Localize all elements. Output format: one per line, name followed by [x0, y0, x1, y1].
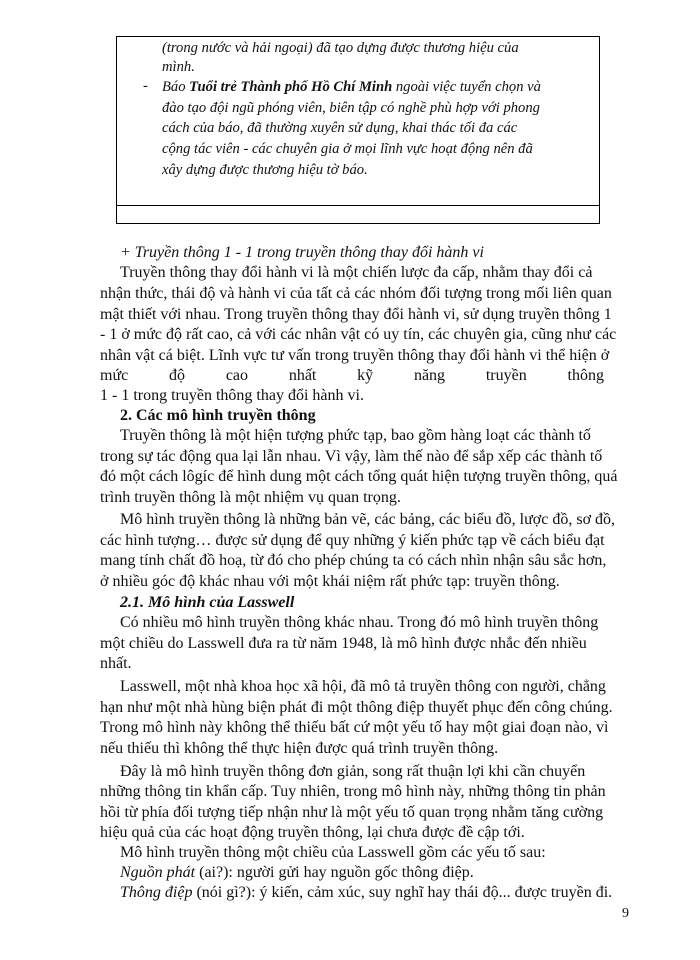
- paragraph-line: mang tính chất đồ hoạ, từ đó cho phép chúng ta có cách nhìn nhận sâu sắc hơn,: [100, 552, 607, 569]
- table-line: xây dựng được thương hiệu tờ báo.: [162, 162, 368, 178]
- paragraph-line: hiệu quả của các hoạt động truyền thông, lại chưa được đề cập tới.: [100, 824, 525, 841]
- paragraph-line: hạn như một nhà hùng biện phát đi một thông điệp thuyết phục đến công chúng.: [100, 699, 613, 716]
- paragraph-line: các hình tượng… được sử dụng để quy những ý kiến phức tạp về cách biểu đạt: [100, 532, 605, 549]
- list-item: [120, 883, 612, 903]
- word: thông: [567, 367, 604, 384]
- paragraph-line: Trong mô hình này không thể thiếu bất cứ một yếu tố hay một giai đoạn nào, vì: [100, 719, 609, 736]
- bullet-dash: -: [143, 78, 148, 94]
- section-heading: 2. Các mô hình truyền thông: [120, 407, 316, 424]
- table-line: (trong nước và hải ngoại) đã tạo dựng được thương hiệu của: [162, 40, 519, 56]
- page-number: 9: [622, 906, 629, 921]
- table-line: mình.: [162, 59, 195, 75]
- subheading: + Truyền thông 1 - 1 trong truyền thông thay đổi hành vi: [120, 244, 484, 261]
- bullet-prefix: Báo: [162, 79, 190, 95]
- paragraph-line: một chiều do Lasswell đưa ra từ năm 1948, là mô hình được nhắc đến nhiều: [100, 635, 587, 652]
- definition: (ai?): người gửi hay nguồn gốc thông điệp.: [195, 864, 474, 881]
- paragraph-line: trình truyền thông là một nhiệm vụ quan trọng.: [100, 489, 401, 506]
- paragraph-line: đó một cách lôgíc để hình dung một cách tổng quát hiện tượng truyền thông, quá: [100, 468, 618, 485]
- subsection-heading: 2.1. Mô hình của Lasswell: [120, 594, 295, 611]
- paragraph-line: Truyền thông là một hiện tượng phức tạp, bao gồm hàng loạt các thành tố: [120, 427, 591, 444]
- word: độ: [169, 367, 186, 384]
- word: kỹ: [357, 367, 374, 384]
- list-item: [120, 863, 474, 883]
- bullet-first-line: [162, 78, 541, 97]
- table-line: cách của báo, đã thường xuyên sử dụng, khai thác tối đa các: [162, 120, 518, 136]
- paragraph-line: Đây là mô hình truyền thông đơn giản, song rất thuận lợi khi cần chuyển: [120, 763, 586, 780]
- word: truyền: [485, 367, 527, 384]
- table-row-divider: [117, 205, 599, 206]
- paragraph-line: Mô hình truyền thông một chiều của Lasswell gồm các yếu tố sau:: [120, 844, 546, 861]
- word: nhất: [288, 367, 317, 384]
- table-line: cộng tác viên - các chuyên gia ở mọi lĩnh vực hoạt động nên đã: [162, 141, 533, 157]
- table-cell: [117, 37, 599, 205]
- paragraph-line: nhận thức, thái độ và hành vi của tất cả các nhóm đối tượng trong mối liên quan: [100, 285, 612, 302]
- paragraph-line: trong sự tác động qua lại lẫn nhau. Vì vậy, làm thế nào để sắp xếp các thành tố: [100, 448, 603, 465]
- paragraph-line-justified: [100, 366, 604, 386]
- word: mức: [100, 367, 129, 384]
- paragraph-line: những thông tin khẩn cấp. Tuy nhiên, trong mô hình này, những thông tin phản: [100, 783, 606, 800]
- bullet-rest: ngoài việc tuyển chọn và: [392, 79, 541, 95]
- paragraph-line: - 1 ở mức độ rất cao, cả với các nhân vật có uy tín, các chuyên gia, cũng như các: [100, 326, 617, 343]
- newspaper-name: Tuổi trẻ Thành phố Hồ Chí Minh: [189, 79, 393, 95]
- word: năng: [413, 367, 446, 384]
- paragraph-line: hồi từ phía đối tượng tiếp nhận như là một yếu tố quan trọng nhằm tăng cường: [100, 804, 604, 821]
- paragraph-line: Có nhiều mô hình truyền thông khác nhau. Trong đó mô hình truyền thông: [120, 614, 599, 631]
- definition: (nói gì?): ý kiến, cảm xúc, suy nghĩ hay thái độ... được truyền đi.: [192, 884, 613, 901]
- word: cao: [225, 367, 249, 384]
- term: Thông điệp: [120, 884, 193, 901]
- paragraph-line: Truyền thông thay đổi hành vi là một chiến lược đa cấp, nhằm thay đổi cả: [120, 264, 593, 281]
- quote-table: [116, 36, 600, 224]
- term: Nguồn phát: [120, 864, 196, 881]
- paragraph-line: 1 - 1 trong truyền thông thay đổi hành vi.: [100, 387, 364, 404]
- paragraph-line: Lasswell, một nhà khoa học xã hội, đã mô tả truyền thông con người, chẳng: [120, 678, 606, 695]
- paragraph-line: nếu thiếu thì không thể thực hiện được quá trình truyền thông.: [100, 740, 499, 757]
- paragraph-line: Mô hình truyền thông là những bản vẽ, các bảng, các biểu đồ, lược đồ, sơ đồ,: [120, 511, 616, 528]
- table-line: đào tạo đội ngũ phóng viên, biên tập có nghề phù hợp với phong: [162, 100, 540, 116]
- paragraph-line: nhất.: [100, 655, 132, 672]
- paragraph-line: nhân vật cá biệt. Lĩnh vực tư vấn trong truyền thông thay đổi hành vi thể hiện ở: [100, 347, 610, 364]
- paragraph-line: ở nhiều góc độ khác nhau với một khái niệm rất phức tạp: truyền thông.: [100, 573, 560, 590]
- paragraph-line: mật thiết với nhau. Trong truyền thông thay đổi hành vi, sử dụng truyền thông 1: [100, 306, 612, 323]
